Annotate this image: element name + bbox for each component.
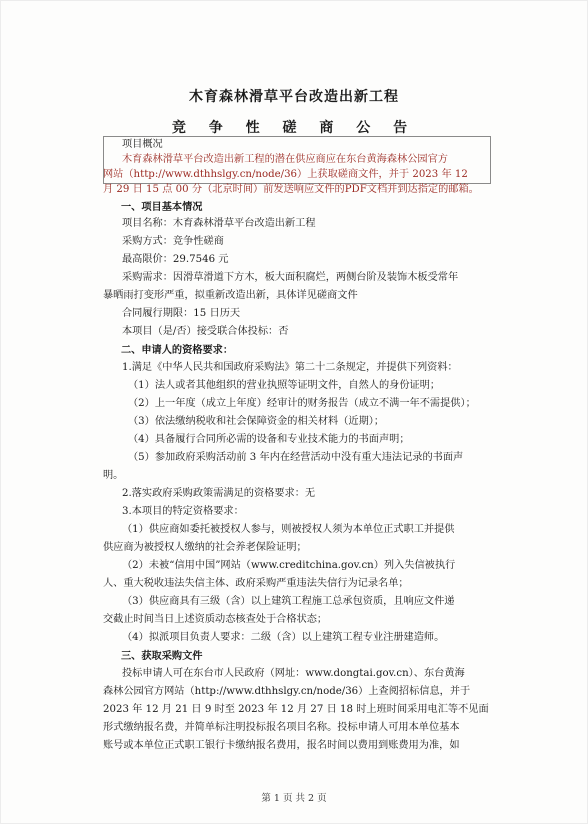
qualification-item: 明。 (103, 470, 124, 481)
demand-line: 采购需求：因滑草滑道下方木，板大面积腐烂，两侧台阶及装饰木板受常年 (122, 272, 459, 283)
page-number: 第 1 页 共 2 页 (261, 793, 327, 804)
procurement-doc-line: 形式缴纳报名费，并简单标注明投标报名项目名称。投标申请人可用本单位基本 (103, 722, 460, 733)
qualification-item: （1）供应商如委托被授权人参与，则被授权人须为本单位正式职工并提供 (122, 524, 455, 535)
qualification-item: （2）上一年度（成立上年度）经审计的财务报告（成立不满一年不需提供）； (128, 398, 476, 409)
qualification-item: 2.落实政府采购政策需满足的资格要求：无 (122, 488, 316, 499)
demand-line: 暴晒雨打变形严重，拟重新改造出新，具体详见磋商文件 (103, 290, 358, 301)
qualification-item: 3.本项目的特定资格要求： (122, 506, 244, 517)
qualification-item: （1）法人或者其他组织的营业执照等证明文件，自然人的身份证明； (128, 380, 441, 391)
procurement-method: 采购方式：竞争性磋商 (122, 236, 224, 247)
procurement-doc-line: 投标申请人可在东台市人民政府（网址：www.dongtai.gov.cn）、东台黄海 (122, 668, 465, 679)
overview-line: 月 29 日 15 点 00 分（北京时间）前发送响应文件的PDF文档并到达指定的邮箱。 (103, 184, 479, 195)
qualification-item: 交截止时间当日上述资质动态核查处于合格状态； (103, 614, 328, 625)
qualification-item: 供应商为被授权人缴纳的社会养老保险证明； (103, 542, 307, 553)
qualification-item: （3）依法缴纳税收和社会保障资金的相关材料（近期）； (128, 416, 385, 427)
contract-period: 合同履行期限：15 日历天 (122, 308, 241, 319)
overview-heading: 项目概况 (122, 139, 163, 150)
qualification-item: （5）参加政府采购活动前 3 年内在经营活动中没有重大违法记录的书面声 (128, 452, 464, 463)
section1-heading: 一、项目基本情况 (121, 201, 203, 213)
qualification-item: （4）具备履行合同所必需的设备和专业技术能力的书面声明； (128, 434, 410, 445)
overview-line: 网站（http://www.dthhslgy.cn/node/36）上获取磋商文件，并于 2023 年 12 (103, 169, 468, 180)
qualification-item: 1.满足《中华人民共和国政府采购法》第二十二条规定，并提供下列资料： (122, 362, 458, 373)
project-name: 项目名称：木育森林滑草平台改造出新工程 (122, 218, 316, 229)
max-price: 最高限价：29.7546 元 (122, 254, 229, 265)
document-title: 木育森林滑草平台改造出新工程 (189, 89, 399, 105)
section3-heading: 三、获取采购文件 (121, 650, 203, 662)
document-subtitle: 竞 争 性 磋 商 公 告 (171, 120, 417, 136)
procurement-doc-line: 账号或本单位正式职工银行卡缴纳报名费用，报名时间以费用到账费用为准，如 (103, 740, 460, 751)
section2-heading: 二、申请人的资格要求： (121, 344, 234, 356)
procurement-doc-line: 2023 年 12 月 21 日 9 时至 2023 年 12 月 27 日 18 时上班时间采用电汇等不见面 (103, 704, 489, 715)
procurement-doc-line: 森林公园官方网站（http://www.dthhslgy.cn/node/36）上查阅招标信息，并于 (103, 686, 471, 697)
consortium-note: 本项目（是/否）接受联合体投标：否 (122, 326, 289, 337)
overview-line: 木育森林滑草平台改造出新工程的潜在供应商应在东台黄海森林公园官方 (122, 154, 448, 165)
qualification-item: （2）未被“信用中国”网站（www.creditchina.gov.cn）列入失信被执行 (122, 560, 456, 571)
qualification-item: 人、重大税收违法失信主体、政府采购严重违法失信行为记录名单； (103, 578, 409, 589)
qualification-item: （4）拟派项目负责人要求：二级（含）以上建筑工程专业注册建造师。 (122, 632, 445, 643)
qualification-item: （3）供应商具有三级（含）以上建筑工程施工总承包资质，且响应文件递 (122, 596, 455, 607)
